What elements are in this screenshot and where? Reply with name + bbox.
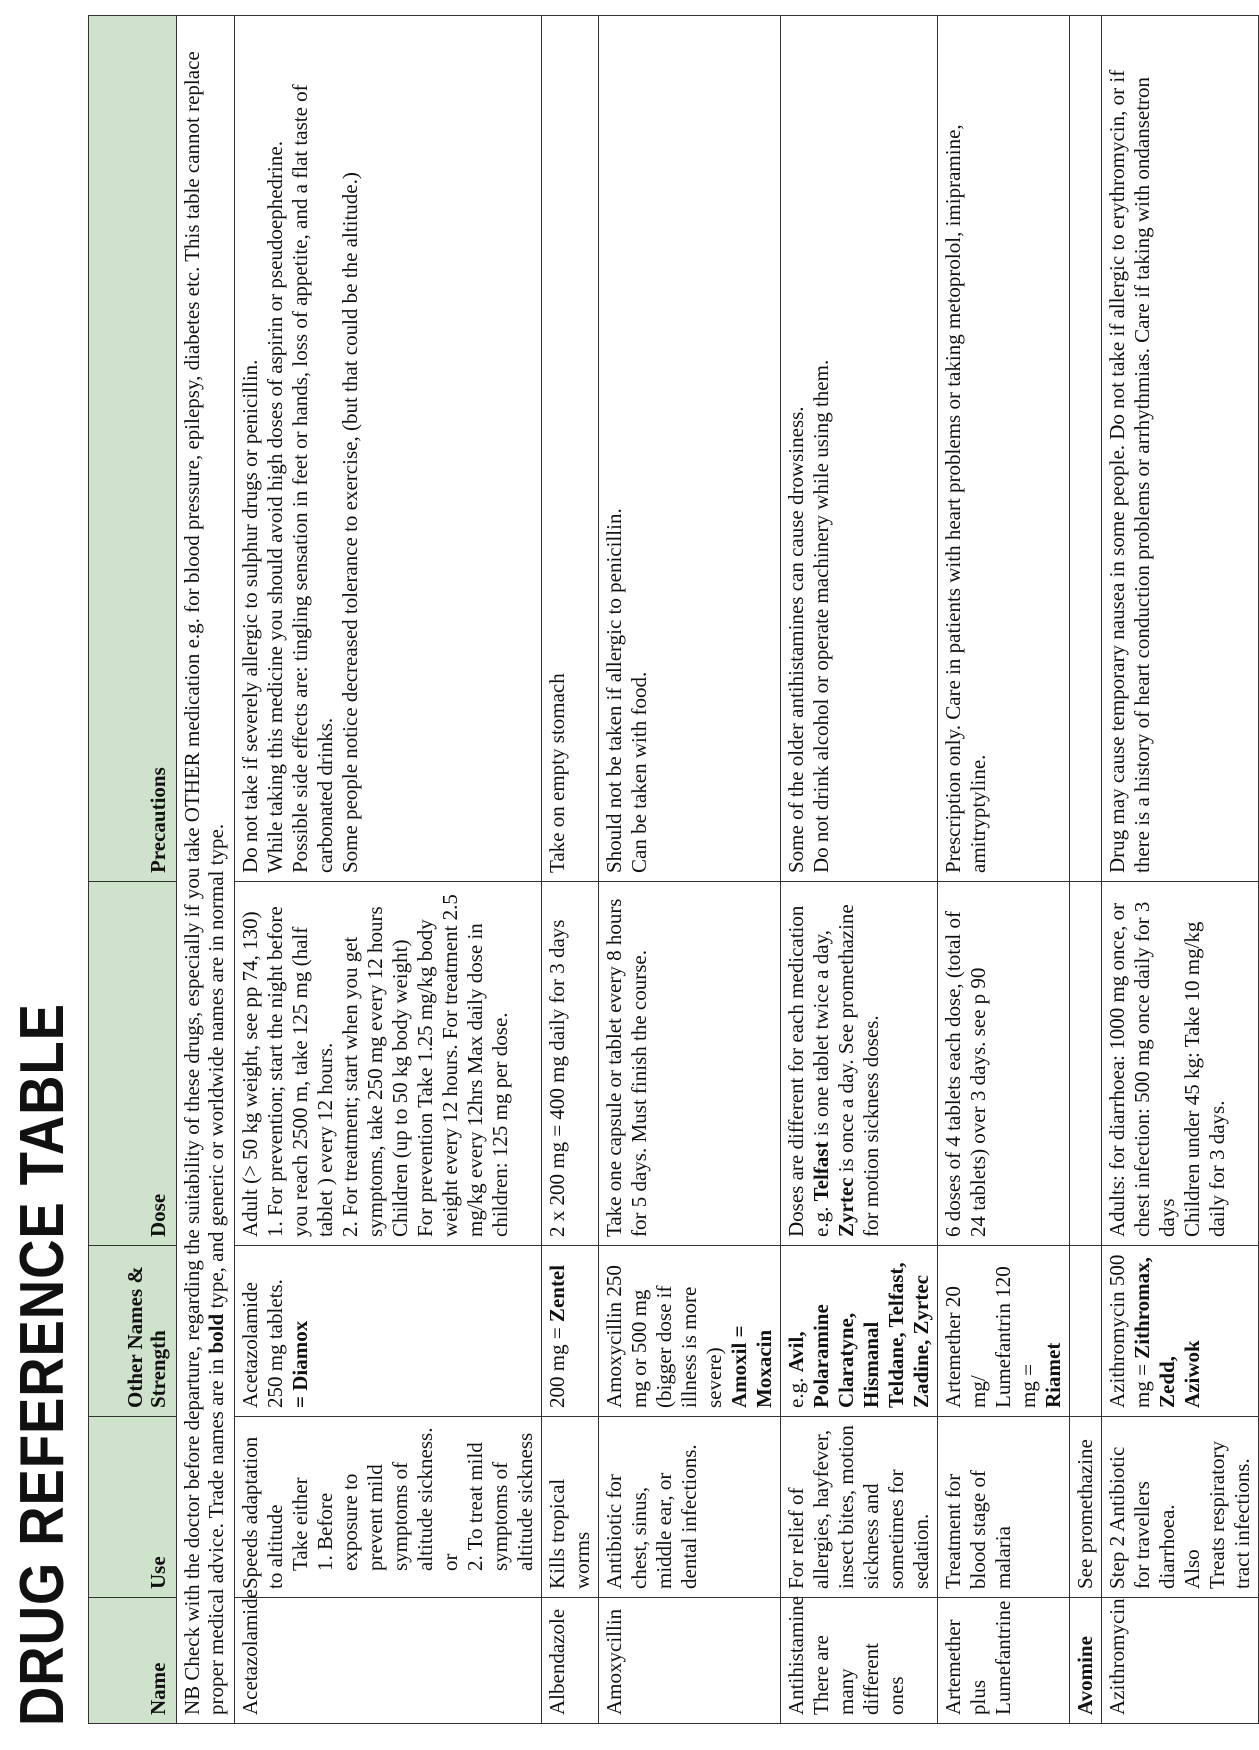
other-line	[1105, 1254, 1180, 1408]
drug-other-names	[1070, 1246, 1102, 1417]
precaution-line: Do not take if severely allergic to sulphur drugs or penicillin.	[238, 359, 262, 873]
table-row	[938, 16, 1070, 1724]
drug-other-names	[938, 1246, 1070, 1417]
dose-line: Take one capsule or tablet every 8 hours for 5 days. Must finish the course.	[602, 898, 651, 1237]
dose-text: is once a day. See promethazine for motion sickness doses.	[834, 904, 883, 1237]
note-text-1: NB Check with the doctor before departure, regarding the suitability of these drugs, especially if you take OTHER medication e.g. for blood pressure, epilepsy, diabetes etc. This table cannot replace proper medical advice. Trade names are in	[180, 51, 228, 1715]
dose-line: Adult (> 50 kg weight, see pp 74, 130)	[238, 911, 262, 1237]
drug-other-names	[781, 1246, 938, 1417]
dose-text: Doses are different for each medication e.g.	[784, 905, 833, 1237]
name-line: There are many different ones	[809, 1635, 908, 1715]
drug-reference-table	[88, 15, 1259, 1724]
table-row	[781, 16, 938, 1724]
note-row	[177, 16, 235, 1724]
table-row	[235, 16, 542, 1724]
drug-use	[781, 1417, 938, 1598]
dose-line: 6 doses of 4 tablets each dose, (total of 24 tablets) over 3 days. see p 90	[941, 911, 990, 1237]
drug-name	[235, 1589, 542, 1724]
drug-dose	[938, 882, 1070, 1246]
trade-name: Claratyne, Hismanal	[834, 1312, 883, 1408]
other-text: Amoxycillin 250 mg or 500 mg (bigger dose if illness is more severe)	[602, 1265, 726, 1408]
use-line: 1. Before exposure to prevent mild symptoms of altitude sickness.	[313, 1427, 437, 1571]
drug-precautions	[599, 16, 781, 882]
table-row	[542, 16, 599, 1724]
other-line: Artemether 20 mg/	[941, 1286, 990, 1408]
precaution-line: While taking this medicine you should avoid high doses of aspirin or pseudoephedrine.	[263, 141, 287, 873]
dose-line: 2. For treatment; start when you get symptoms, take 250 mg every 12 hours	[338, 906, 387, 1237]
header-other-names: Other Names & Strength	[89, 1246, 177, 1417]
other-text: 200 mg =	[545, 1322, 569, 1408]
header-dose: Dose	[89, 882, 177, 1246]
drug-dose	[599, 882, 781, 1246]
name-line: Albendazole	[545, 1608, 569, 1715]
precaution-line: Should not be taken if allergic to penicillin.	[602, 508, 626, 873]
precaution-line: Possible side effects are: tingling sensation in feet or hands, loss of appetite, and a flat taste of carbonated drinks.	[288, 84, 337, 873]
table-row	[1102, 16, 1259, 1724]
drug-use	[1070, 1417, 1102, 1598]
other-line: Lumefantrin 120 mg =	[991, 1266, 1040, 1408]
drug-precautions	[938, 16, 1070, 882]
note-text-2: type, and generic or worldwide names are in normal type.	[204, 823, 228, 1314]
trade-name: Telfast	[809, 1141, 833, 1202]
dose-line: Adults: for diarrhoea: 1000 mg once, or chest infection: 500 mg once daily for 3 days	[1105, 901, 1179, 1237]
precaution-line: Take on empty stomach	[545, 673, 569, 873]
trade-name: Teldane, Telfast,	[884, 1262, 908, 1408]
drug-other-names	[542, 1246, 599, 1417]
drug-precautions	[235, 16, 542, 882]
dose-line: 2 x 200 mg = 400 mg daily for 3 days	[545, 919, 569, 1237]
precaution-line: Some people notice decreased tolerance to exercise, (but that could be the altitude.)	[338, 172, 362, 873]
use-line: Antibiotic for chest, sinus, middle ear, or dental infections.	[602, 1444, 701, 1589]
precaution-line: Drug may cause temporary nausea in some people. Do not take if allergic to erythromycin, or if there is a history of heart conduction problems or arrhythmias. Care if taking with ondansetron	[1105, 69, 1154, 873]
drug-dose	[1070, 882, 1102, 1246]
drug-other-names	[1102, 1246, 1259, 1417]
dose-line: 1. For prevention; start the night before you reach 2500 m, take 125 mg (half tablet ) every 12 hours.	[263, 906, 337, 1237]
header-use: Use	[89, 1417, 177, 1598]
other-line: 250 mg tablets.	[263, 1279, 287, 1408]
drug-precautions	[781, 16, 938, 882]
trade-name: Amoxil = Moxacin	[727, 1325, 776, 1408]
drug-use	[938, 1417, 1070, 1598]
use-line: or	[438, 1553, 462, 1571]
dose-line: For prevention Take 1.25 mg/kg body weight every 12 hours. For treatment 2.5 mg/kg every 12hrs Max daily dose in children: 125 mg per dose.	[413, 894, 512, 1237]
drug-name	[1102, 1598, 1259, 1724]
use-line: Also	[1180, 1549, 1204, 1589]
drug-use	[1102, 1417, 1259, 1598]
drug-name	[781, 1598, 938, 1724]
name-line: Antihistamine	[784, 1596, 808, 1715]
trade-name: = Diamox	[288, 1320, 312, 1408]
trade-name: Zentel	[545, 1264, 569, 1323]
name-line: Azithromycin	[1105, 1598, 1129, 1715]
dose-line: Children (up to 50 kg body weight)	[388, 939, 412, 1237]
trade-name: Aziwok	[1180, 1340, 1204, 1408]
name-line: Artemether plus Lumefantrine	[941, 1600, 1015, 1715]
drug-name	[938, 1598, 1070, 1724]
other-line: Acetazolamide	[238, 1282, 262, 1408]
header-precautions: Precautions	[89, 16, 177, 882]
trade-name: Zithromax, Zedd,	[1130, 1257, 1179, 1408]
drug-use	[599, 1417, 781, 1598]
trade-name: Zyrtec	[834, 1177, 858, 1237]
drug-dose	[1102, 882, 1259, 1246]
page-title: DRUG REFERENCE TABLE	[8, 1003, 77, 1726]
other-line	[784, 1254, 834, 1408]
use-line: Kills tropical worms	[545, 1478, 594, 1589]
drug-precautions	[542, 16, 599, 882]
drug-name	[599, 1598, 781, 1724]
drug-use	[542, 1417, 599, 1598]
drug-precautions	[1070, 16, 1102, 882]
drug-dose	[235, 882, 542, 1246]
trade-name: Riamet	[1041, 1342, 1065, 1408]
use-line: For relief of allergies, hayfever, insect bites, motion sickness and sometimes for sedation.	[784, 1425, 933, 1589]
precaution-line: Prescription only. Care in patients with heart problems or taking metoprolol, imipramine, amitryptyline.	[941, 124, 990, 873]
drug-other-names	[599, 1246, 781, 1417]
drug-use	[235, 1417, 542, 1598]
drug-name	[1070, 1598, 1102, 1724]
drug-other-names	[235, 1246, 542, 1417]
header-name: Name	[89, 1598, 177, 1724]
drug-dose	[542, 882, 599, 1246]
use-line: Step 2 Antibiotic for travellers diarrhoea.	[1105, 1446, 1179, 1589]
use-line: Treatment for blood stage of malaria	[941, 1470, 1015, 1589]
disclaimer-note	[177, 16, 235, 1724]
use-line: Speeds adaptation to altitude	[238, 1436, 287, 1589]
table-row	[599, 16, 781, 1724]
drug-precautions	[1102, 16, 1259, 882]
dose-line: Children under 45 kg: Take 10 mg/kg daily for 3 days.	[1180, 921, 1229, 1237]
precaution-line: Can be taken with food.	[627, 671, 651, 873]
trade-name: Zadine, Zyrtec	[909, 1275, 933, 1408]
trade-name: Avil, Polaramine	[784, 1304, 833, 1408]
use-line: Take either	[288, 1477, 312, 1571]
use-line: 2. To treat mild symptoms of altitude sickness	[463, 1432, 537, 1571]
other-prefix: e.g.	[784, 1372, 808, 1408]
use-line: Treats respiratory tract infections.	[1205, 1441, 1254, 1589]
other-text: Azithromycin 500 mg =	[1105, 1254, 1154, 1408]
name-line: Acetazolamide	[238, 1589, 262, 1715]
header-row	[89, 16, 177, 1724]
drug-name	[542, 1598, 599, 1724]
precaution-line: Some of the older antihistamines can cause drowsiness.	[784, 406, 808, 873]
precaution-line: Do not drink alcohol or operate machinery while using them.	[809, 359, 833, 873]
drug-dose	[781, 882, 938, 1246]
name-line: Avomine	[1073, 1636, 1097, 1715]
use-line: See promethazine	[1073, 1439, 1097, 1589]
dose-text: is one tablet twice a day,	[809, 930, 833, 1142]
name-line: Amoxycillin	[602, 1608, 626, 1715]
note-bold-word: bold	[204, 1313, 228, 1354]
table-row	[1070, 16, 1102, 1724]
